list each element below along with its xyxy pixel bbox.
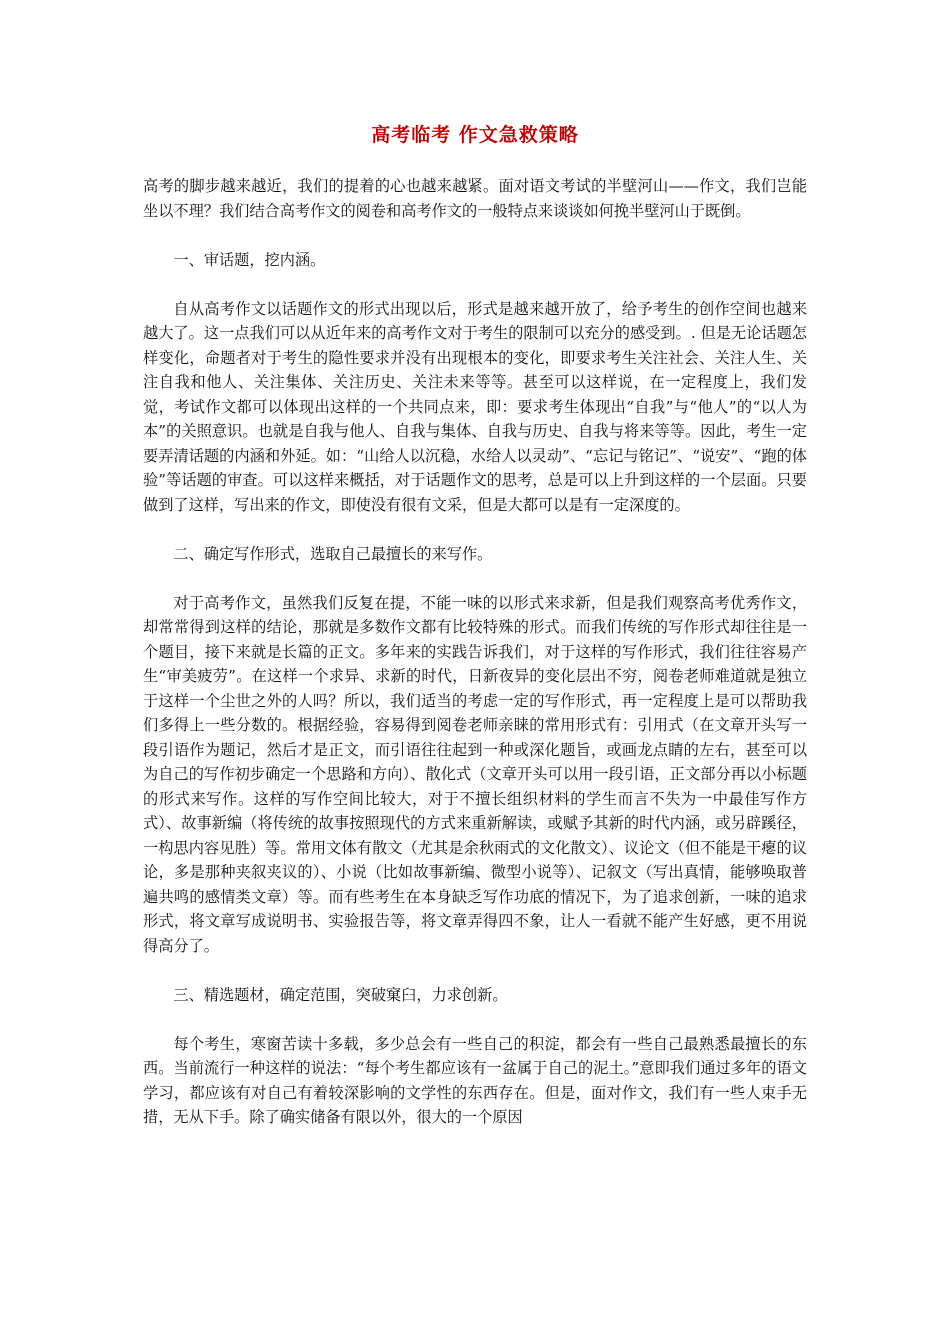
paragraph-gap — [143, 958, 807, 983]
section-1-heading: 一、审话题，挖内涵。 — [173, 250, 326, 269]
document-title: 高考临考 作文急救策略 — [371, 124, 579, 146]
section-3-heading: 三、精选题材，确定范围，突破窠臼，力求创新。 — [173, 985, 508, 1004]
section-3-body: 每个考生，寒窗苦读十多载，多少总会有一些自己的积淀，都会有一些自己最熟悉最擅长的东西。当前流行一种这样的说法：“每个考生都应该有一盆属于自己的泥土。”意即我们通过多年的语文学习，都应该有对自己有着较深影响的文学性的东西存在。但是，面对作文，我们有一些人束手无措，无从下手。除了确实储备有限以外，很大的一个原因 — [143, 1034, 807, 1126]
document-page — [143, 118, 807, 1130]
section-2-body: 对于高考作文，虽然我们反复在提，不能一味的以形式来求新，但是我们观察高考优秀作文，却常常得到这样的结论，那就是多数作文都有比较特殊的形式。而我们传统的写作形式却往往是一个题目，接下来就是长篇的正文。多年来的实践告诉我们，对于这样的写作形式，我们往往容易产生“审美疲劳”。在这样一个求异、求新的时代，日新夜异的变化层出不穷，阅卷老师难道就是独立于这样一个尘世之外的人吗？所以，我们适当的考虑一定的写作形式，再一定程度上是可以帮助我们多得上一些分数的。根据经验，容易得到阅卷老师亲睐的常用形式有：引用式（在文章开头写一段引语作为题记，然后才是正文，而引语往往起到一种或深化题旨，或画龙点睛的左右，甚至可以为自己的写作初步确定一个思路和方向）、散化式（文章开头可以用一段引语，正文部分再以小标题的形式来写作。这样的写作空间比较大，对于不擅长组织材料的学生而言不失为一中最佳写作方式）、故事新编（将传统的故事按照现代的方式来重新解读，或赋予其新的时代内涵，或另辟蹊径，一构思内容见胜）等。常用文体有散文（尤其是余秋雨式的文化散文）、议论文（但不能是干瘪的议论，多是那种夹叙夹议的）、小说（比如故事新编、微型小说等）、记叙文（写出真情，能够唤取普遍共鸣的感情类文章）等。而有些考生在本身缺乏写作功底的情况下，为了追求创新，一味的追求形式，将文章写成说明书、实验报告等，将文章弄得四不象，让人一看就不能产生好感，更不用说得高分了。 — [143, 593, 807, 955]
intro-paragraph: 高考的脚步越来越近，我们的提着的心也越来越紧。面对语文考试的半壁河山——作文，我们岂能坐以不理？我们结合高考作文的阅卷和高考作文的一般特点来谈谈如何挽半壁河山于既倒。 — [143, 177, 807, 220]
paragraph-gap — [143, 272, 807, 297]
section-1-body: 自从高考作文以话题作文的形式出现以后，形式是越来越开放了，给予考生的创作空间也越来越大了。这一点我们可以从近年来的高考作文对于考生的限制可以充分的感受到。. 但是无论话题怎样变化，命题者对于考生的隐性要求并没有出现根本的变化，即要求考生关注社会、关注人生、关注自我和他人、关注集体、关注历史、关注未来等等。甚至可以这样说，在一定程度上，我们发觉，考试作文都可以体现出这样的一个共同点来，即：要求考生体现出“自我”与“他人”的“以人为本”的关照意识。也就是自我与他人、自我与集体、自我与历史、自我与将来等等。因此，考生一定要弄清话题的内涵和外延。如：“山给人以沉稳，水给人以灵动”、“忘记与铭记”、“说安”、“跑的体验”等话题的审查。可以这样来概括，对于话题作文的思考，总是可以上升到这样的一个层面。只要做到了这样，写出来的作文，即使没有很有文采，但是大都可以是有一定深度的。 — [143, 299, 807, 514]
paragraph-gap — [143, 1007, 807, 1032]
section-2-heading: 二、确定写作形式，选取自己最擅长的来写作。 — [173, 544, 493, 563]
paragraph-gap — [143, 566, 807, 591]
paragraph-gap — [143, 517, 807, 542]
paragraph-gap — [143, 223, 807, 248]
